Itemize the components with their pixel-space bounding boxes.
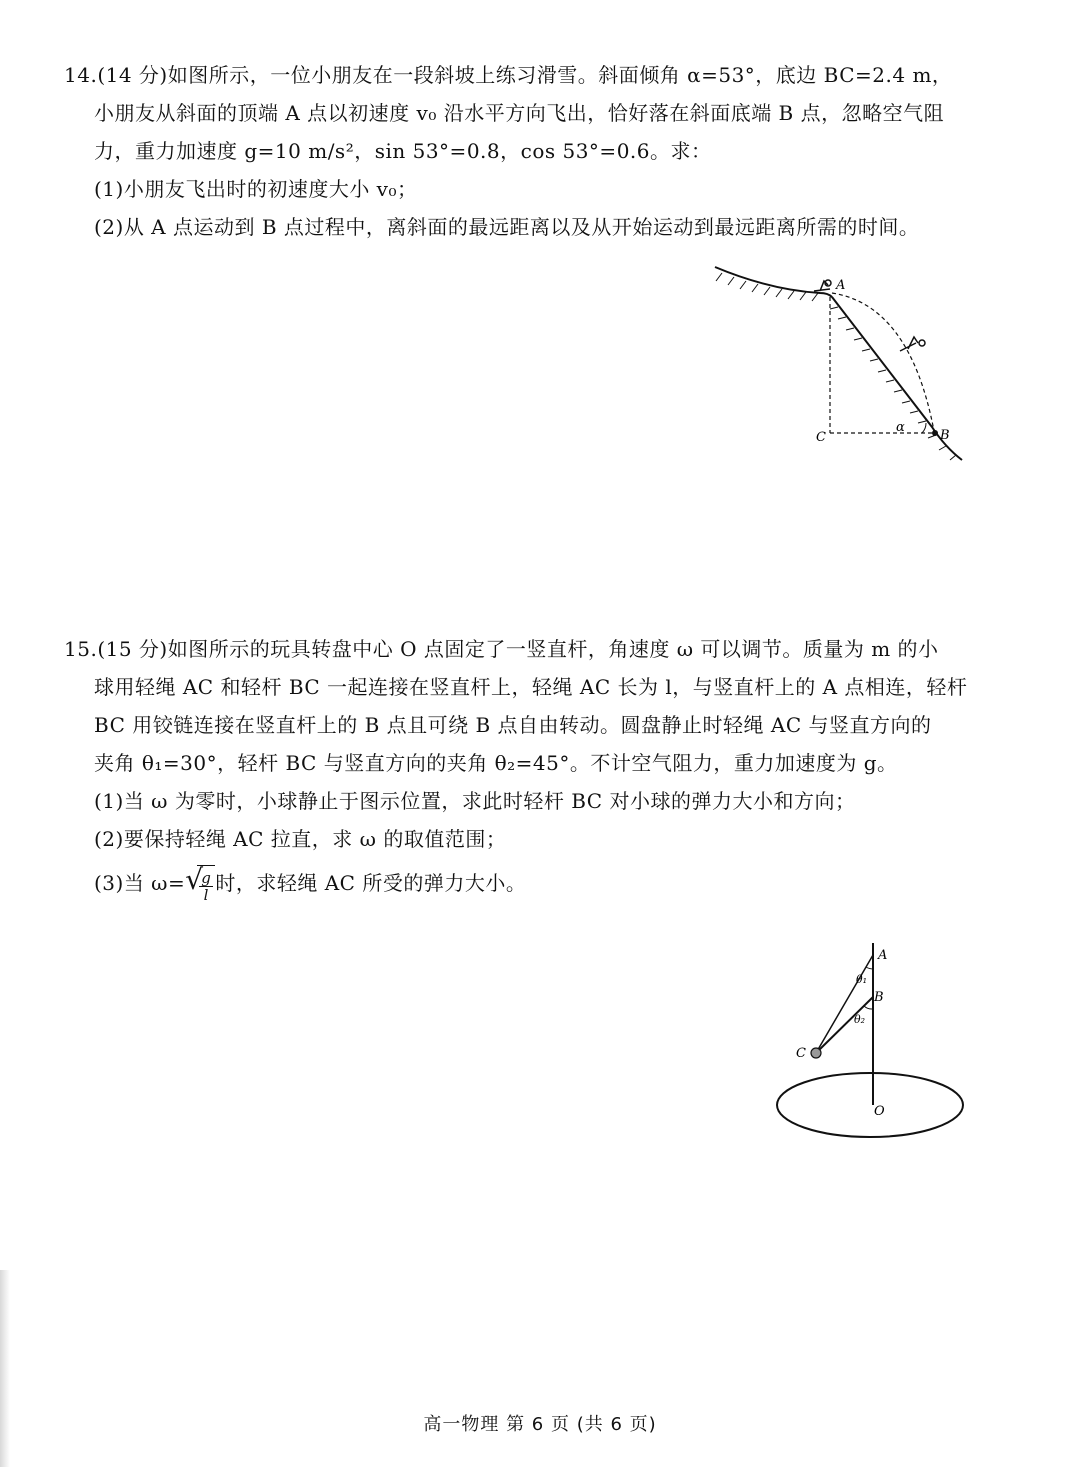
q15-text-2: 球用轻绳 AC 和轻杆 BC 一起连接在竖直杆上，轻绳 AC 长为 l，与竖直杆上的 A 点相连，轻杆: [94, 675, 968, 699]
q15-sub-1: (1)当 ω 为零时，小球静止于图示位置，求此时轻杆 BC 对小球的弹力大小和方向；: [94, 789, 856, 813]
slope-top-curve: [715, 267, 832, 297]
label-alpha: α: [896, 420, 905, 435]
q14-score: (14 分): [97, 63, 168, 87]
q15-turntable-figure: [770, 935, 980, 1145]
q15-text-3: BC 用铰链连接在竖直杆上的 B 点且可绕 B 点自由转动。圆盘静止时轻绳 AC 与竖直方向的: [94, 713, 932, 737]
frac-numerator: g: [201, 869, 212, 887]
q14-text-3: 力，重力加速度 g=10 m/s²，sin 53°=0.8，cos 53°=0.6。求：: [94, 139, 712, 163]
question-14: [64, 56, 972, 246]
q14-text-2: 小朋友从斜面的顶端 A 点以初速度 v₀ 沿水平方向飞出，恰好落在斜面底端 B 点，忽略空气阻: [94, 101, 945, 125]
q15-sub3-prefix: (3)当 ω=: [94, 871, 186, 895]
q14-number: 14.: [64, 63, 98, 87]
point-b-dot: [932, 430, 938, 436]
q14-sub-1: (1)小朋友飞出时的初速度大小 v₀；: [94, 177, 418, 201]
angle-alpha-arc: [922, 423, 926, 433]
q14-sub-2: (2)从 A 点运动到 B 点过程中，离斜面的最远距离以及从开始运动到最远距离所需的时间。: [94, 215, 920, 239]
q14-slope-figure: [710, 255, 980, 470]
label-a-15: A: [878, 948, 888, 963]
frac-denominator: l: [203, 886, 209, 904]
sqrt-g-over-l: √ $\frac{g}{l}$: [185, 865, 215, 904]
q15-sub-3: [64, 864, 972, 904]
label-o: O: [874, 1104, 885, 1119]
q14-line-1: [64, 56, 972, 94]
label-a: A: [836, 278, 846, 293]
q15-number: 15.: [64, 637, 98, 661]
theta2-arc: [864, 1006, 873, 1009]
turntable-disk: [777, 1073, 963, 1137]
q15-score: (15 分): [97, 637, 168, 661]
ground-hatching-incline: [830, 307, 956, 460]
label-theta1: θ₁: [856, 973, 868, 986]
label-c: C: [816, 430, 826, 445]
label-theta2: θ₂: [854, 1013, 866, 1026]
q15-line-1: [64, 630, 972, 668]
q15-sub3-suffix: 时，求轻绳 AC 所受的弹力大小。: [215, 871, 527, 895]
label-b: B: [940, 428, 950, 443]
ball-c: [811, 1048, 821, 1058]
q15-sub-2: (2)要保持轻绳 AC 拉直，求 ω 的取值范围；: [94, 827, 507, 851]
question-15: [64, 630, 972, 904]
skier-icon-a: [814, 280, 831, 291]
ground-hatching-top: [716, 273, 818, 301]
q14-text-1: 如图所示，一位小朋友在一段斜坡上练习滑雪。斜面倾角 α=53°，底边 BC=2.4 m，: [167, 63, 953, 87]
theta1-arc: [866, 967, 873, 969]
label-b-15: B: [874, 990, 884, 1005]
q15-text-4: 夹角 θ₁=30°，轻杆 BC 与竖直方向的夹角 θ₂=45°。不计空气阻力，重力加速度为 g。: [94, 751, 898, 775]
q15-text-1: 如图所示的玩具转盘中心 O 点固定了一竖直杆，角速度 ω 可以调节。质量为 m 的小: [167, 637, 939, 661]
label-c-15: C: [796, 1046, 806, 1061]
page-edge-shadow: [0, 1270, 10, 1467]
page-footer: 高一物理 第 6 页 (共 6 页): [423, 1414, 657, 1435]
